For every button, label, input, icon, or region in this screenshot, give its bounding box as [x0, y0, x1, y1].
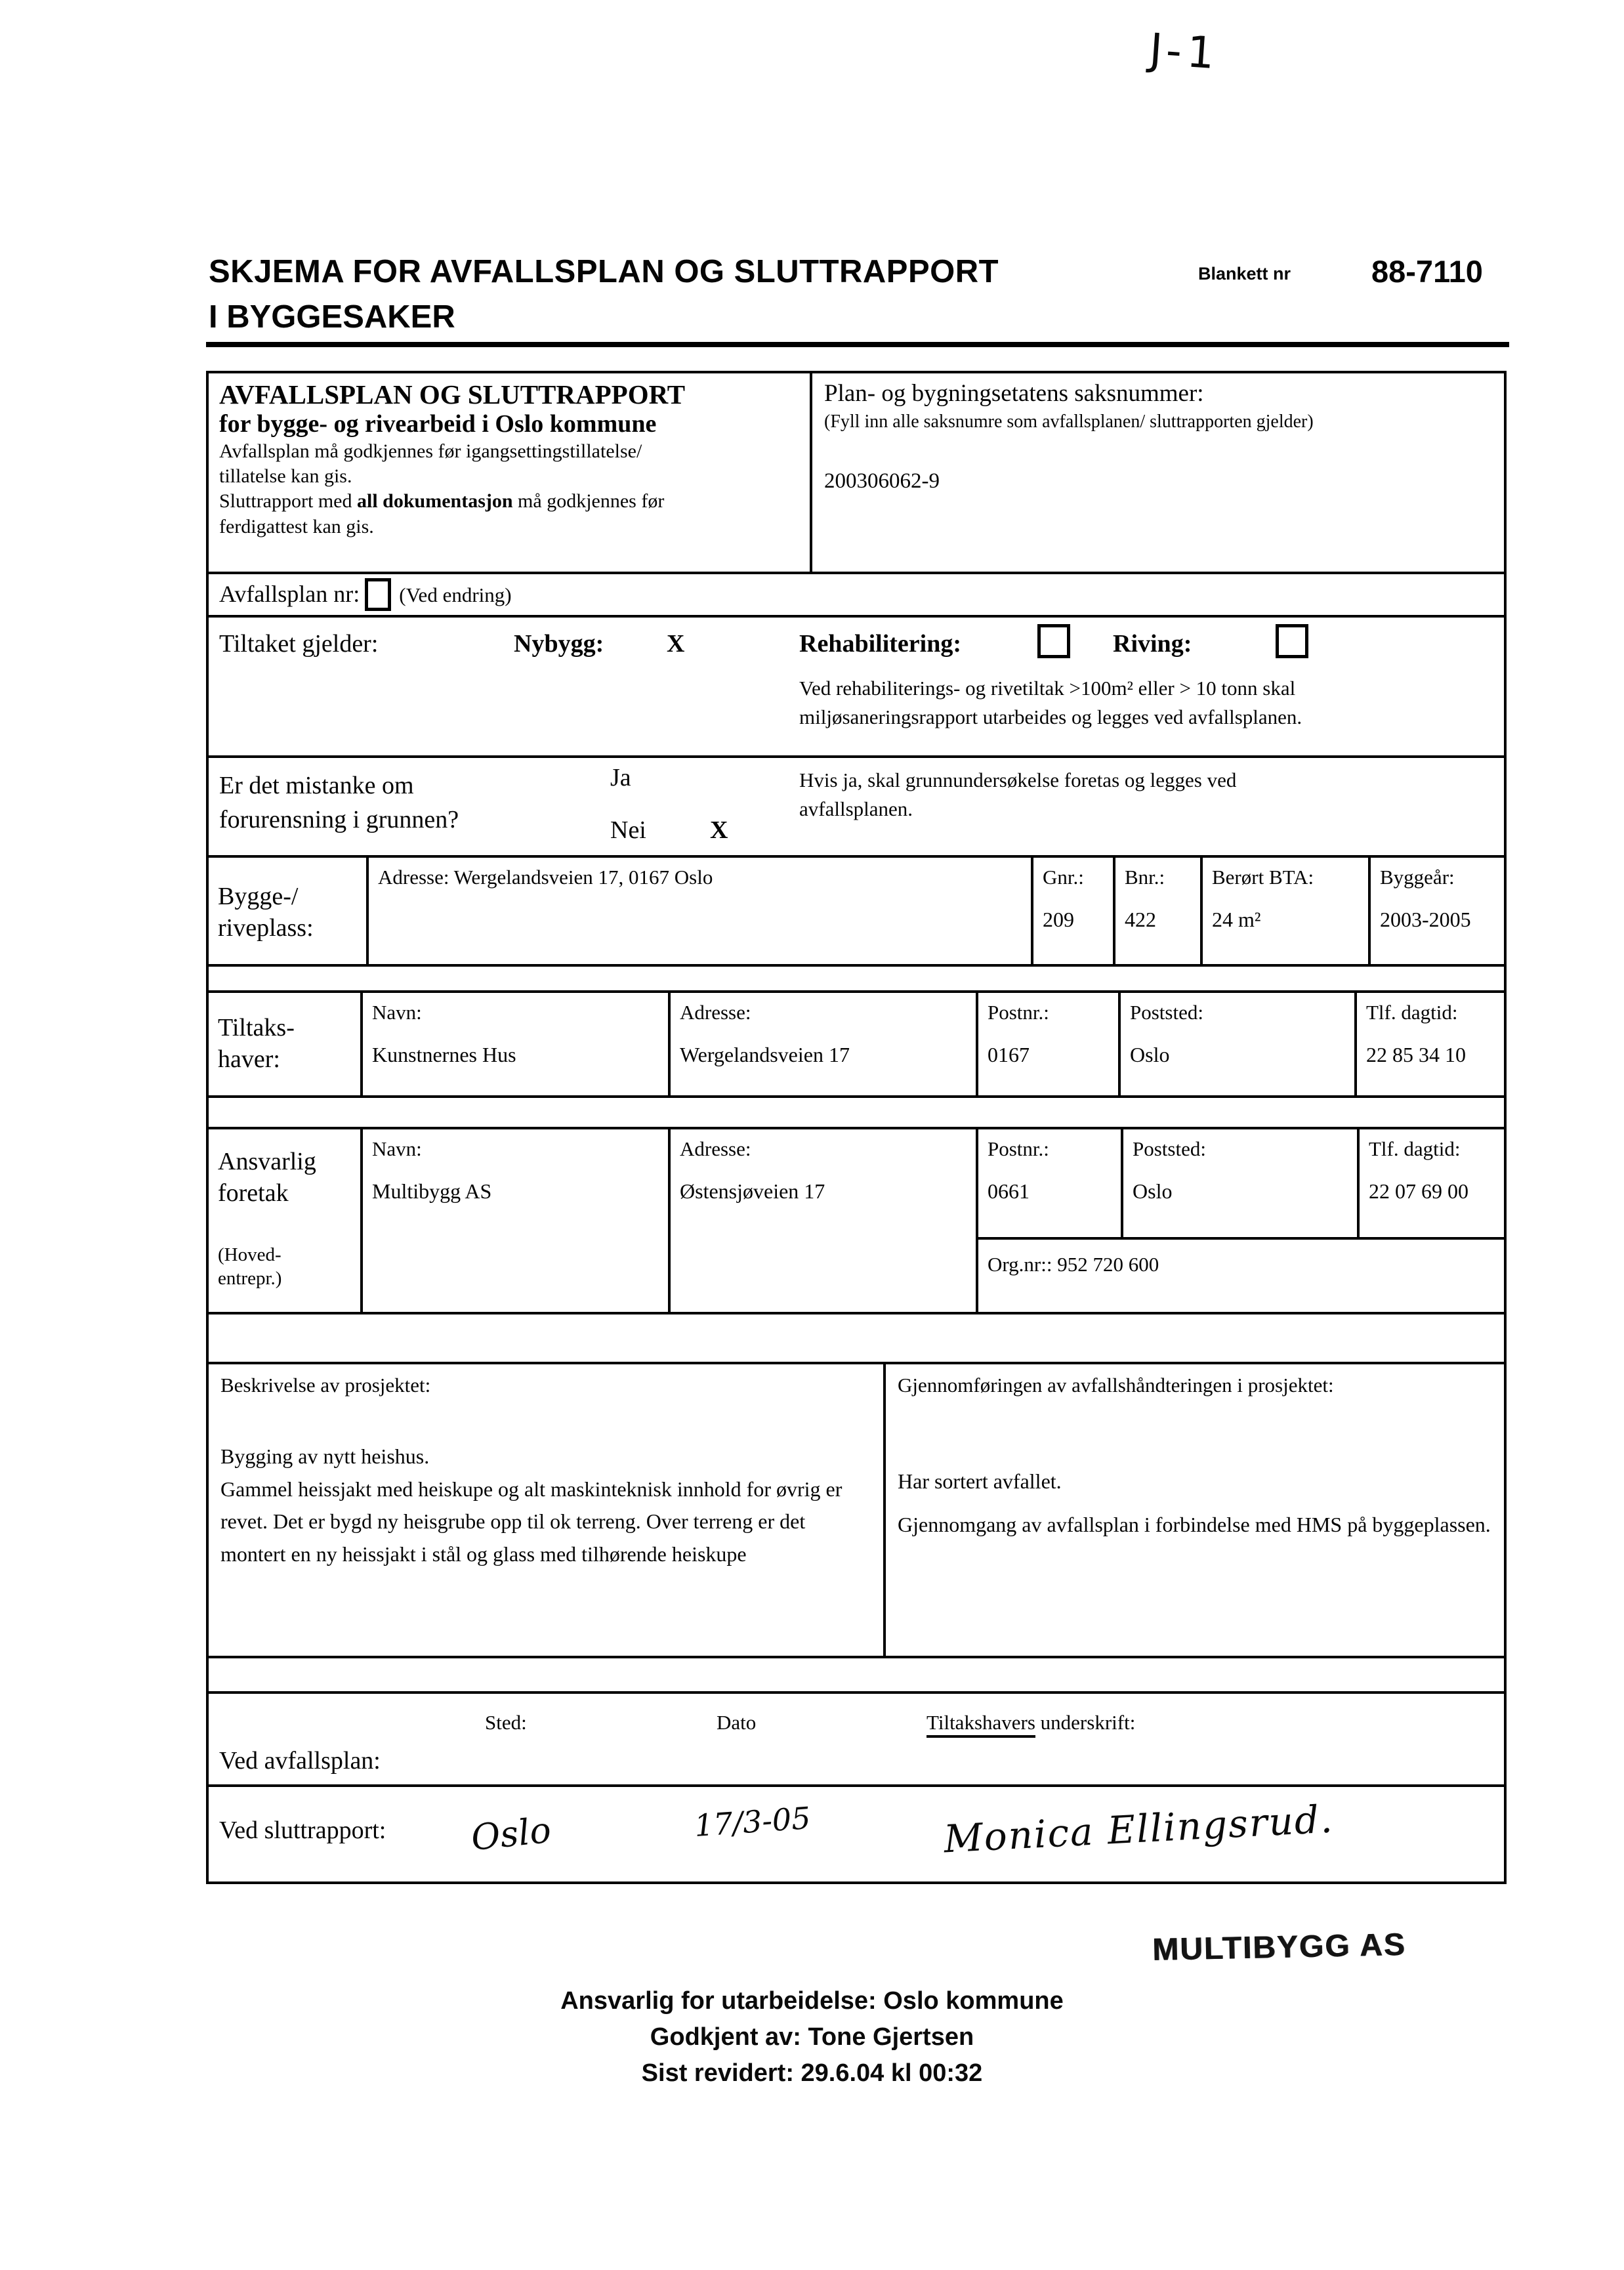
handwritten-page-mark: J-1 — [1148, 24, 1222, 79]
ansvarlig-navn-label: Navn: — [372, 1137, 422, 1160]
form-table — [206, 371, 1507, 1884]
dato-header: Dato — [717, 1711, 757, 1734]
bta-value: 24 m² — [1212, 908, 1261, 931]
spacer-row — [209, 1656, 1504, 1691]
tiltakshaver-navn-cell — [360, 993, 668, 1095]
tiltakshaver-postnr-cell — [976, 993, 1118, 1095]
ansvarlig-postnr-cell — [978, 1129, 1121, 1237]
ansvarlig-tlf-cell — [1357, 1129, 1504, 1237]
header-note-line2: tillatelse kan gis. — [219, 465, 352, 487]
tiltakshaver-label-line2: haver: — [218, 1045, 280, 1073]
forurensning-row — [209, 755, 1504, 855]
header-note-line4: ferdigattest kan gis. — [219, 515, 374, 537]
signature-value-row — [209, 1784, 1504, 1881]
form-heading: AVFALLSPLAN OG SLUTTRAPPORT — [219, 379, 686, 410]
orgnr-value: Org.nr:: 952 720 600 — [988, 1253, 1159, 1276]
bta-label: Berørt BTA: — [1212, 866, 1314, 889]
poststed-label: Poststed: — [1130, 1001, 1203, 1024]
header-note-line3-post: må godkjennes før — [512, 490, 665, 513]
ansvarlig-adresse-value: Østensjøveien 17 — [680, 1179, 825, 1203]
saksnummer-label: Plan- og bygningsetatens saksnummer: — [824, 380, 1204, 407]
tiltak-row — [209, 615, 1504, 755]
handwritten-signature: Monica Ellingsrud. — [942, 1796, 1335, 1862]
ansvarlig-postnr-value: 0661 — [988, 1179, 1030, 1203]
rehabilitering-checkbox — [1037, 624, 1070, 658]
header-note-line3 — [219, 489, 799, 514]
tlf-label: Tlf. dagtid: — [1366, 1001, 1458, 1024]
bnr-value: 422 — [1125, 908, 1156, 931]
ansvarlig-right-cells — [976, 1129, 1504, 1312]
tiltakshaver-tlf-cell — [1354, 993, 1504, 1095]
spacer-row — [209, 1095, 1504, 1127]
footer-line2: Godkjent av: Tone Gjertsen — [650, 2023, 974, 2051]
forurensning-note — [799, 766, 1468, 824]
tiltakshaver-row — [209, 990, 1504, 1095]
ansvarlig-poststed-value: Oslo — [1133, 1179, 1173, 1203]
tiltak-note-line1: Ved rehabiliterings- og rivetiltak >100m² eller > 10 tonn skal — [799, 677, 1296, 700]
gnr-label: Gnr.: — [1043, 866, 1084, 889]
ansvarlig-postnr-label: Postnr.: — [988, 1137, 1049, 1160]
byggeplass-adresse-value: Adresse: Wergelandsveien 17, 0167 Oslo — [378, 866, 713, 889]
navn-label: Navn: — [372, 1001, 422, 1024]
blankett-nr-value: 88-7110 — [1371, 254, 1483, 289]
footer-line1: Ansvarlig for utarbeidelse: Oslo kommune — [560, 1987, 1064, 2015]
gnr-value: 209 — [1043, 908, 1074, 931]
forurensning-note-line1: Hvis ja, skal grunnundersøkelse foretas og legges ved — [799, 768, 1237, 791]
nybygg-label: Nybygg: — [514, 630, 604, 658]
title-underline — [206, 342, 1509, 347]
forurensning-question-line2: forurensning i grunnen? — [219, 806, 459, 833]
ansvarlig-label-line4: entrepr.) — [218, 1268, 282, 1290]
header-note-line3-pre: Sluttrapport med — [219, 490, 357, 513]
ansvarlig-adresse-cell — [668, 1129, 976, 1312]
ansvarlig-poststed-label: Poststed: — [1133, 1137, 1206, 1160]
bnr-cell — [1113, 858, 1200, 964]
byggeplass-label-cell — [209, 858, 366, 964]
header-box-left-cell — [209, 373, 810, 572]
handwritten-sted-value: Oslo — [469, 1809, 553, 1859]
beskrivelse-heading: Beskrivelse av prosjektet: — [220, 1374, 431, 1397]
form-footer — [0, 1983, 1624, 2091]
gjennomforing-para1: Har sortert avfallet. — [898, 1469, 1062, 1493]
nei-value: X — [710, 816, 728, 844]
ansvarlig-navn-value: Multibygg AS — [372, 1179, 492, 1203]
ansvarlig-label-line1: Ansvarlig — [218, 1148, 316, 1175]
ansvarlig-poststed-cell — [1121, 1129, 1357, 1237]
handwritten-dato-value: 17/3-05 — [693, 1799, 812, 1844]
signature-header-row — [209, 1691, 1504, 1784]
ansvarlig-tlf-label: Tlf. dagtid: — [1369, 1137, 1461, 1160]
header-box-row — [209, 373, 1504, 572]
spacer-row — [209, 1312, 1504, 1362]
beskrivelse-cell — [209, 1364, 883, 1656]
gjennomforing-cell — [883, 1364, 1504, 1656]
blankett-nr-label: Blankett nr — [1198, 264, 1291, 284]
ved-avfallsplan-label: Ved avfallsplan: — [219, 1747, 381, 1775]
ansvarlig-label-line3: (Hoved- — [218, 1244, 281, 1265]
nybygg-value: X — [667, 630, 685, 658]
tiltak-note-line2: miljøsaneringsrapport utarbeides og legges ved avfallsplanen. — [799, 705, 1302, 729]
tiltakshaver-label-line1: Tiltaks- — [218, 1014, 295, 1041]
header-note-line3-bold: all dokumentasjon — [356, 490, 513, 513]
byggeaar-label: Byggeår: — [1380, 866, 1455, 889]
header-note-line1: Avfallsplan må godkjennes før igangsettingstillatelse/ — [219, 440, 642, 462]
form-subheading: for bygge- og rivearbeid i Oslo kommune — [219, 410, 657, 438]
poststed-value: Oslo — [1130, 1043, 1170, 1066]
tiltakshaver-poststed-cell — [1118, 993, 1354, 1095]
title-block — [209, 253, 1516, 335]
avfallsplan-nr-checkbox — [365, 578, 391, 611]
header-box-right-cell — [810, 373, 1504, 572]
ansvarlig-foretak-row — [209, 1127, 1504, 1312]
byggeplass-adresse-cell — [366, 858, 1031, 964]
tiltak-note — [799, 674, 1495, 732]
riving-checkbox — [1276, 624, 1308, 658]
ved-endring-label: (Ved endring) — [399, 583, 512, 606]
orgnr-cell — [978, 1240, 1504, 1312]
ansvarlig-label-line2: foretak — [218, 1179, 289, 1207]
bta-cell — [1200, 858, 1368, 964]
postnr-value: 0167 — [988, 1043, 1030, 1066]
underskrift-header-rest: underskrift: — [1035, 1711, 1136, 1734]
page-title: SKJEMA FOR AVFALLSPLAN OG SLUTTRAPPORT — [209, 254, 999, 289]
ansvarlig-adresse-label: Adresse: — [680, 1137, 751, 1160]
tlf-value: 22 85 34 10 — [1366, 1043, 1466, 1066]
company-stamp: MULTIBYGG AS — [1152, 1927, 1407, 1968]
page-title-line2: I BYGGESAKER — [209, 299, 455, 335]
beskrivelse-row — [209, 1362, 1504, 1656]
saksnummer-hint: (Fyll inn alle saksnumre som avfallsplanen/ sluttrapporten gjelder) — [824, 411, 1314, 432]
beskrivelse-para1: Bygging av nytt heishus. — [220, 1444, 430, 1468]
sted-header: Sted: — [485, 1711, 527, 1734]
gjennomforing-para2: Gjennomgang av avfallsplan i forbindelse med HMS på byggeplassen. — [898, 1512, 1491, 1536]
tiltakshaver-label-cell — [209, 993, 360, 1095]
tiltak-label: Tiltaket gjelder: — [219, 630, 379, 658]
spacer-row — [209, 964, 1504, 990]
ved-sluttrapport-label: Ved sluttrapport: — [219, 1817, 386, 1844]
byggeaar-value: 2003-2005 — [1380, 908, 1471, 931]
tiltakshaver-adresse-cell — [668, 993, 976, 1095]
byggeplass-label-line1: Bygge-/ — [218, 883, 299, 910]
underskrift-header — [927, 1711, 1135, 1734]
beskrivelse-para2: Gammel heissjakt med heiskupe og alt maskinteknisk innhold for øvrig er revet. Det er bygd ny heisgrube opp til ok terreng. Over terreng er det montert en ny heissjakt i stål og glass med tilhørende heiskupe — [220, 1477, 843, 1566]
avfallsplan-nr-label: Avfallsplan nr: — [219, 581, 360, 607]
byggeaar-cell — [1368, 858, 1504, 964]
riving-label: Riving: — [1113, 630, 1192, 658]
adresse-label: Adresse: — [680, 1001, 751, 1024]
bnr-label: Bnr.: — [1125, 866, 1165, 889]
footer-line3: Sist revidert: 29.6.04 kl 00:32 — [641, 2059, 983, 2088]
byggeplass-label-line2: riveplass: — [218, 914, 314, 942]
ja-label: Ja — [610, 764, 631, 791]
rehabilitering-label: Rehabilitering: — [799, 630, 961, 658]
ansvarlig-tlf-value: 22 07 69 00 — [1369, 1179, 1468, 1203]
ansvarlig-navn-cell — [360, 1129, 668, 1312]
forurensning-note-line2: avfallsplanen. — [799, 797, 913, 821]
navn-value: Kunstnernes Hus — [372, 1043, 516, 1066]
gjennomforing-heading: Gjennomføringen av avfallshåndteringen i prosjektet: — [898, 1374, 1334, 1397]
adresse-value: Wergelandsveien 17 — [680, 1043, 850, 1066]
nei-label: Nei — [610, 816, 646, 844]
byggeplass-row — [209, 855, 1504, 964]
postnr-label: Postnr.: — [988, 1001, 1049, 1024]
ansvarlig-label-cell — [209, 1129, 360, 1312]
avfallsplan-nr-row — [209, 572, 1504, 615]
gnr-cell — [1031, 858, 1113, 964]
underskrift-header-underlined: Tiltakshavers — [927, 1711, 1035, 1738]
forurensning-question-line1: Er det mistanke om — [219, 772, 414, 799]
saksnummer-value: 200306062-9 — [824, 469, 940, 494]
